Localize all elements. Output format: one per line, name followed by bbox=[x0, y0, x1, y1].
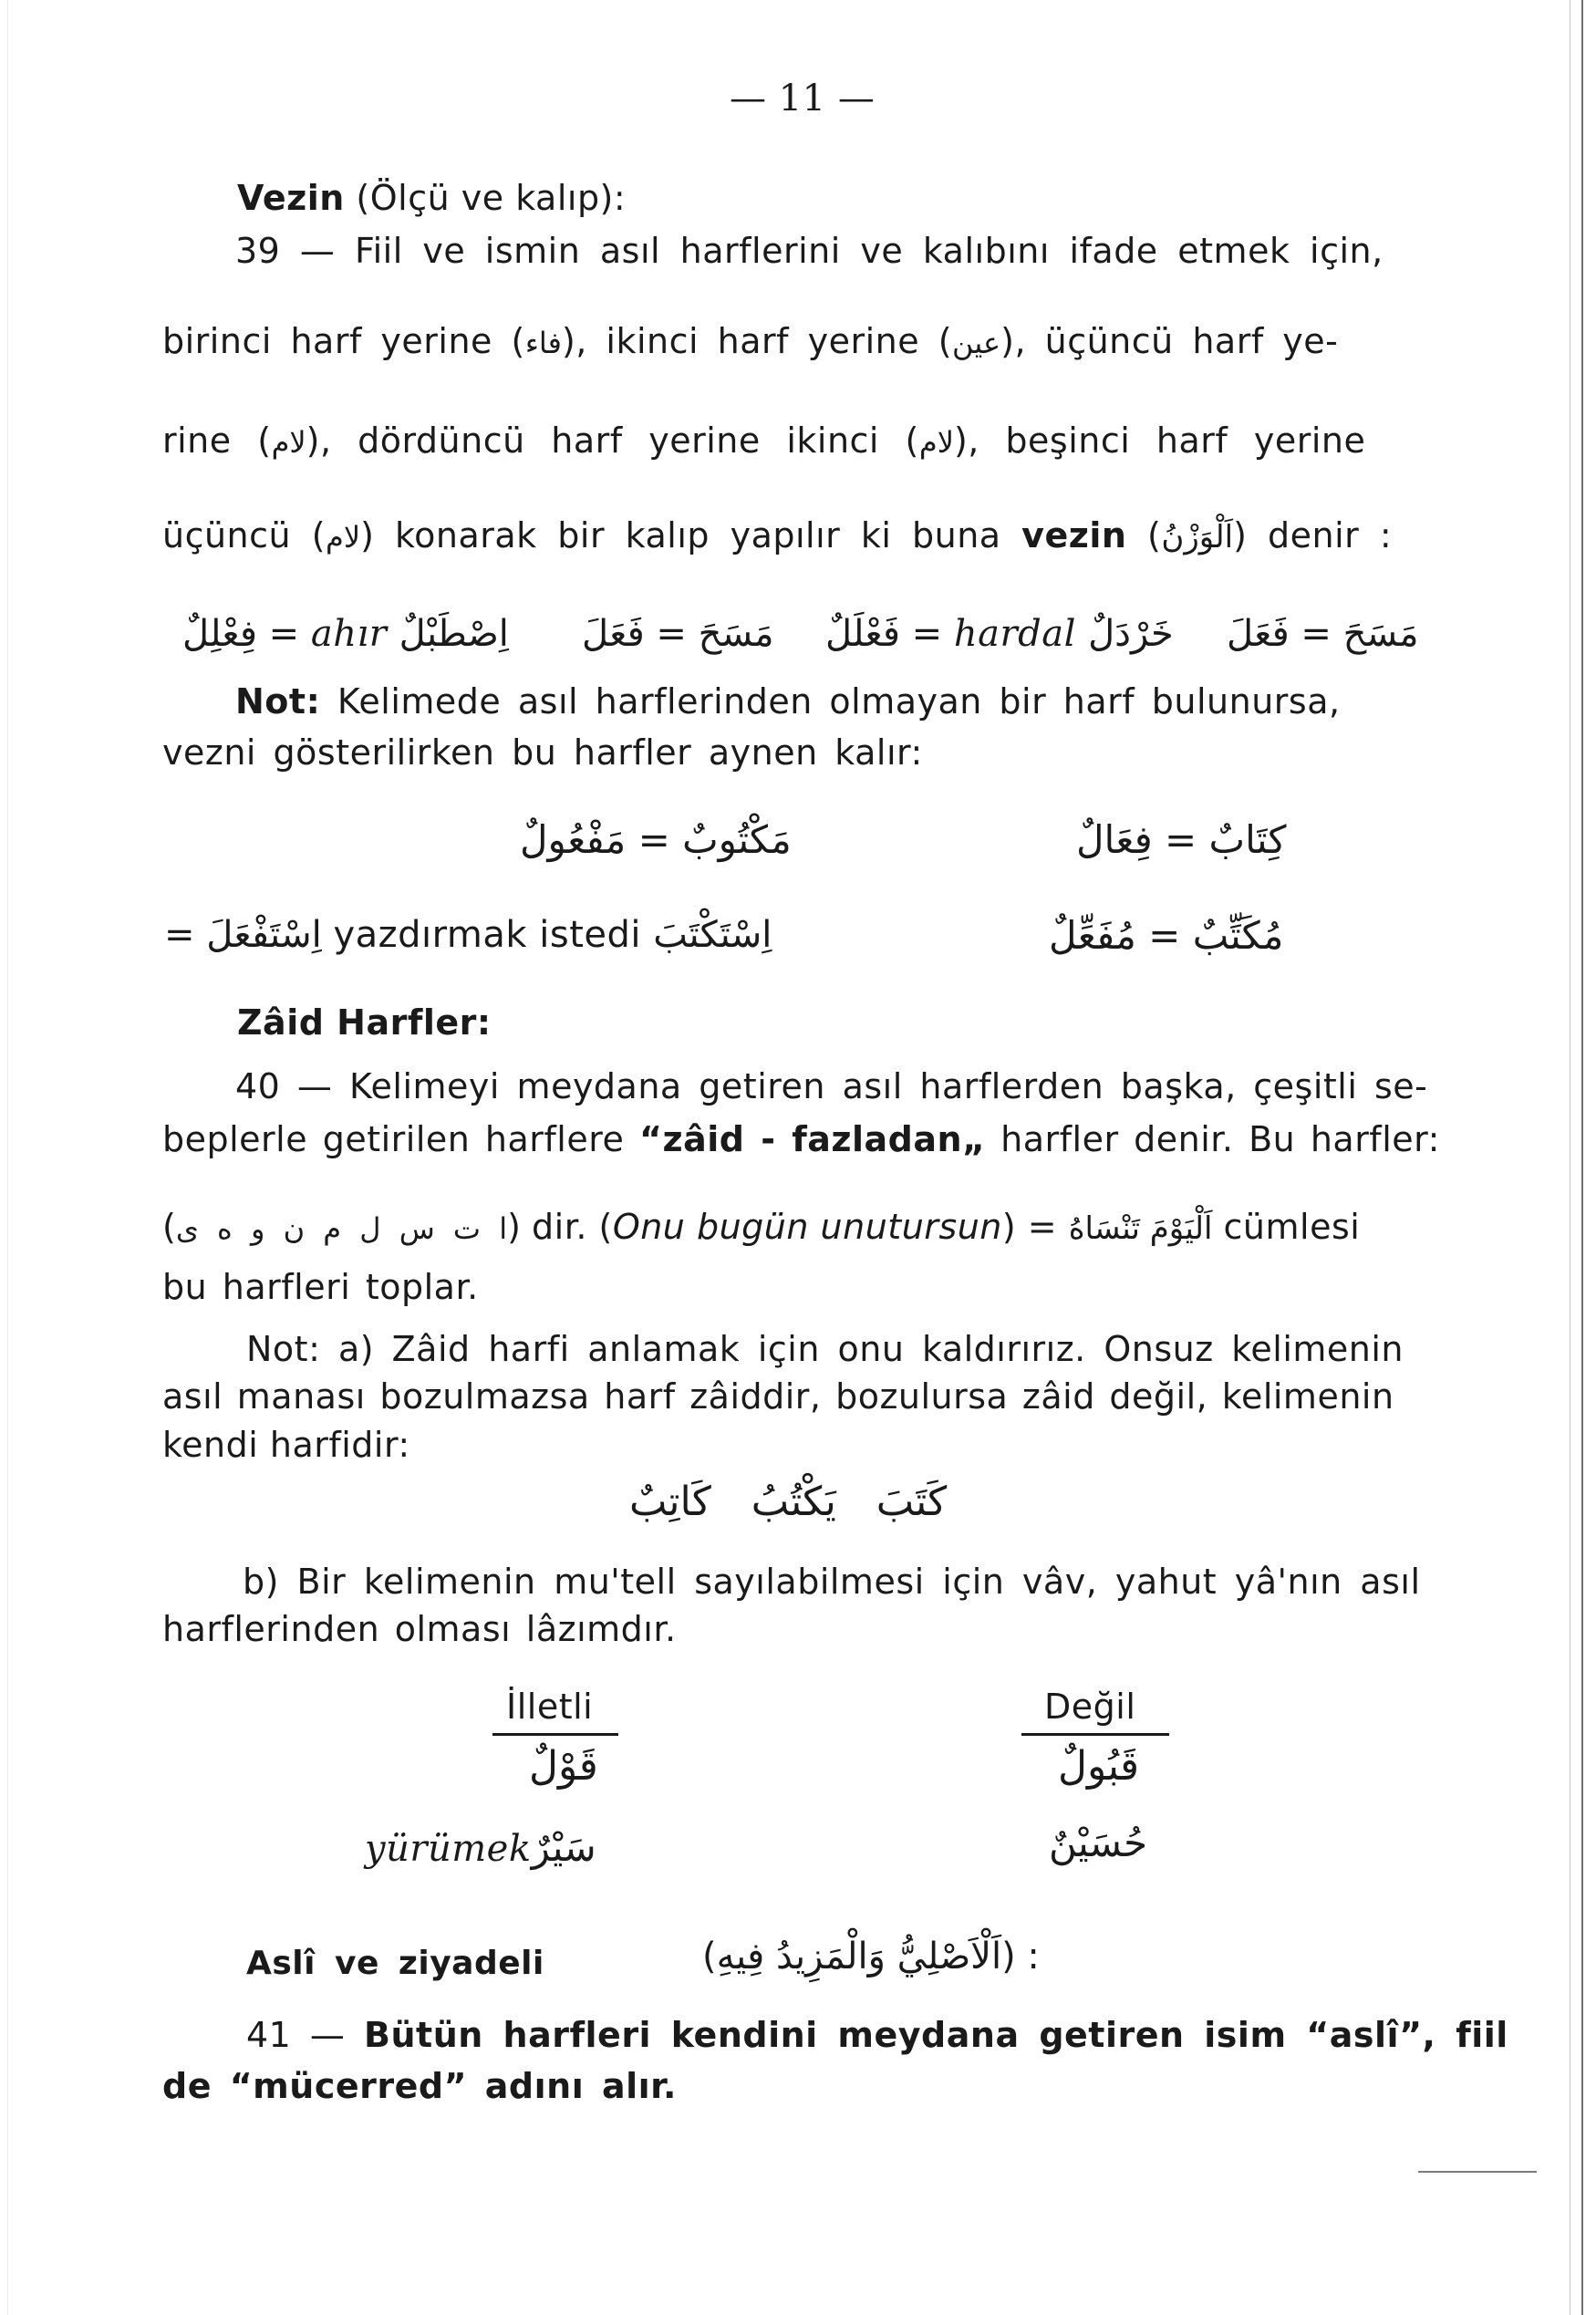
p39-line2-ar2: عين bbox=[952, 326, 1001, 360]
p41-line1 bbox=[246, 2015, 1508, 2055]
p40-line3-c: ) = bbox=[1001, 1207, 1058, 1247]
vezin-example-2-left: فَعْلَلٌ = bbox=[825, 613, 943, 655]
p40-line1: 40 — Kelimeyi meydana getiren asıl harflerden başka, çeşitli se- bbox=[235, 1066, 1428, 1106]
p40-line2 bbox=[162, 1119, 1440, 1159]
not1-example-b: كِتَابٌ = فِعَالٌ bbox=[1076, 817, 1287, 862]
p40-line3-a: ( bbox=[162, 1207, 176, 1247]
p39-line1: 39 — Fiil ve ismin asıl harflerini ve kalıbını ifade etmek için, bbox=[235, 231, 1384, 271]
table-illetli-row2-ar: سَيْرٌ bbox=[531, 1825, 596, 1870]
p40-line3-ar2: اَلْيَوْمَ تَنْسَاهُ bbox=[1068, 1210, 1213, 1247]
p39-line4-ar1: لام bbox=[326, 520, 361, 555]
p39-line4-a: üçüncü ( bbox=[162, 515, 326, 555]
not1-label: Not: bbox=[235, 681, 321, 721]
vezin-example-4-left: فِعْلِلٌ = bbox=[182, 613, 300, 655]
p41-line1-bold: Bütün harfleri kendini meydana getiren isim “aslî”, fiil bbox=[364, 2015, 1508, 2055]
p40-line4: bu harfleri toplar. bbox=[162, 1267, 479, 1307]
footer-mark bbox=[1418, 2171, 1537, 2173]
not-a-line3: kendi harfidir: bbox=[162, 1425, 410, 1465]
not1-line1 bbox=[235, 681, 1341, 721]
page-left-edge bbox=[7, 0, 8, 2315]
p39-line4-ar2: اَلْوَزْنُ bbox=[1161, 519, 1234, 555]
p39-line4 bbox=[162, 515, 1393, 555]
not-a-examples: كَتَبَ يَكْتُبُ كَاتِبٌ bbox=[629, 1479, 948, 1525]
not1-example-d: مُكَتِّبٌ = مُفَعِّلٌ bbox=[1049, 913, 1284, 958]
vezin-example-1: مَسَحَ = فَعَلَ bbox=[1227, 613, 1419, 655]
p39-line4-d: ) denir : bbox=[1233, 515, 1393, 555]
vezin-example-3: مَسَحَ = فَعَلَ bbox=[582, 613, 774, 655]
asli-arabic: (اَلْاَصْلِيُّ وَالْمَزِيدُ فِيهِ) : bbox=[702, 1936, 1040, 1978]
vezin-heading-line bbox=[237, 178, 627, 218]
p40-line2-b: harfler denir. Bu harfler: bbox=[1000, 1119, 1440, 1159]
table-header-illetli-rule bbox=[492, 1733, 618, 1736]
p39-line2-b: ), ikinci harf yerine ( bbox=[561, 321, 953, 361]
p40-line3-ar: ا ت س ل م ن و ه ى bbox=[175, 1211, 508, 1246]
vezin-example-4-right: اِصْطَبْلٌ bbox=[399, 613, 509, 655]
page-number: — 11 — bbox=[730, 78, 876, 119]
vezin-heading-rest: (Ölçü ve kalıp): bbox=[356, 178, 627, 218]
asli-heading: Aslî ve ziyadeli bbox=[246, 1945, 544, 1982]
p39-line3-c: ), beşinci harf yerine bbox=[953, 420, 1366, 461]
not1-example-c-word: yazdırmak istedi bbox=[333, 914, 642, 956]
not-b-line2: harflerinden olması lâzımdır. bbox=[162, 1609, 677, 1649]
vezin-example-2-right: خَرْدَلٌ bbox=[1088, 613, 1174, 655]
vezin-example-4 bbox=[182, 613, 509, 655]
table-header-illetli: İlletli bbox=[506, 1687, 594, 1727]
p41-line2: de “mücerred” adını alır. bbox=[162, 2066, 677, 2106]
table-header-degil-rule bbox=[1021, 1733, 1169, 1736]
not1-line2: vezni gösterilirken bu harfler aynen kalır: bbox=[162, 732, 923, 773]
p39-line2-c: ), üçüncü harf ye- bbox=[1000, 321, 1339, 361]
p39-line3 bbox=[162, 420, 1366, 461]
zaid-heading: Zâid Harfler: bbox=[237, 1002, 492, 1043]
p40-line2-a: beplerle getirilen harflere bbox=[162, 1119, 625, 1159]
vezin-example-2-word: hardal bbox=[953, 613, 1076, 655]
p41-line1-a: 41 — bbox=[246, 2015, 346, 2055]
vezin-heading: Vezin bbox=[237, 178, 345, 218]
p39-line4-c: ( bbox=[1147, 515, 1162, 555]
vezin-example-2 bbox=[825, 613, 1174, 655]
p39-line2-ar1: فاء bbox=[524, 326, 562, 360]
table-degil-row1: قَبُولٌ bbox=[1058, 1743, 1140, 1790]
not1-example-c-res: = اِسْتَفْعَلَ bbox=[164, 914, 322, 956]
p40-line2-bold: “zâid - fazladan„ bbox=[639, 1119, 986, 1159]
table-degil-row2: حُسَيْنٌ bbox=[1049, 1821, 1148, 1865]
p39-line3-b: ), dördüncü harf yerine ikinci ( bbox=[306, 420, 919, 461]
p39-line3-a: rine ( bbox=[162, 420, 272, 461]
table-illetli-row2-word: yürümek bbox=[365, 1828, 532, 1870]
p39-line4-bold: vezin bbox=[1021, 515, 1127, 555]
p39-line4-b: ) konarak bir kalıp yapılır ki buna bbox=[360, 515, 1001, 555]
not1-text: Kelimede asıl harflerinden olmayan bir harf bulunursa, bbox=[337, 681, 1341, 721]
table-illetli-row2 bbox=[365, 1825, 596, 1870]
not-b-line1: b) Bir kelimenin mu'tell sayılabilmesi için vâv, yahut yâ'nın asıl bbox=[243, 1562, 1421, 1602]
not-a-line2: asıl manası bozulmazsa harf zâiddir, bozulursa zâid değil, kelimenin bbox=[162, 1376, 1394, 1417]
not1-example-c-ar: اِسْتَكْتَبَ bbox=[653, 914, 772, 956]
vezin-example-4-word: ahır bbox=[310, 613, 388, 655]
not1-example-c bbox=[164, 914, 772, 956]
p40-line3 bbox=[162, 1207, 1361, 1247]
p40-line3-d: cümlesi bbox=[1223, 1207, 1361, 1247]
p40-line3-ital: Onu bugün unutursun bbox=[612, 1207, 1002, 1247]
p39-line3-ar1: لام bbox=[271, 425, 306, 460]
p39-line2 bbox=[162, 321, 1339, 361]
p39-line3-ar2: لام bbox=[918, 425, 954, 460]
p40-line3-b: ) dir. ( bbox=[507, 1207, 613, 1247]
table-illetli-row1: قَوْلٌ bbox=[529, 1743, 598, 1790]
not-a-line1: Not: a) Zâid harfi anlamak için onu kaldırırız. Onsuz kelimenin bbox=[246, 1329, 1404, 1369]
page-right-edge bbox=[1581, 0, 1583, 2315]
table-header-degil: Değil bbox=[1044, 1687, 1136, 1727]
p39-line2-a: birinci harf yerine ( bbox=[162, 321, 525, 361]
not1-example-a: مَكْتُوبٌ = مَفْعُولٌ bbox=[520, 817, 792, 862]
